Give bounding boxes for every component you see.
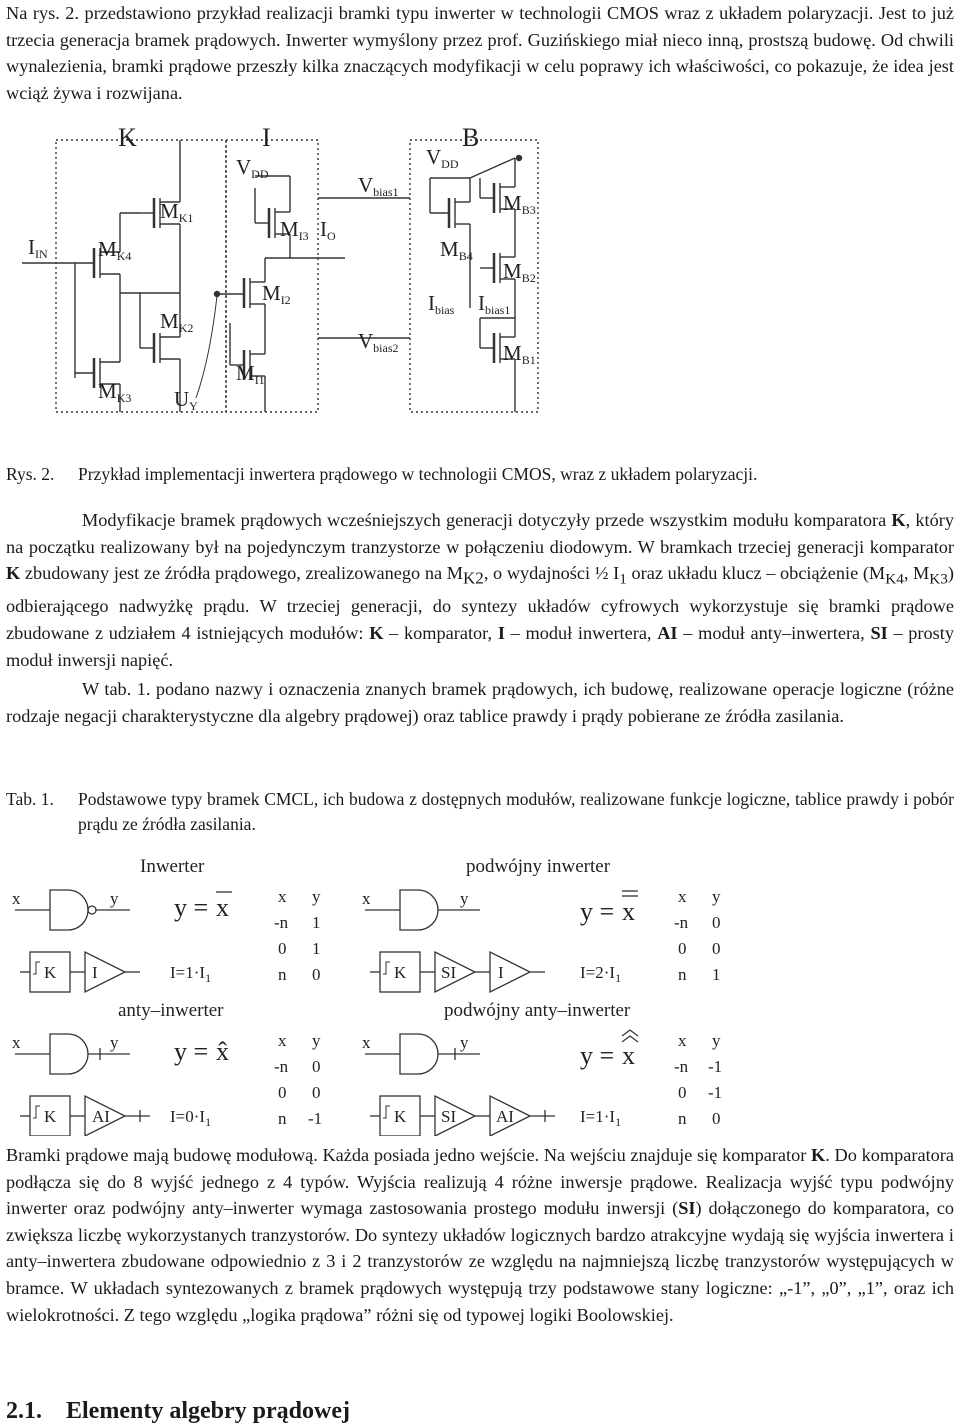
- gate-table: [0, 846, 960, 1136]
- svg-text:y: y: [712, 1031, 721, 1050]
- svg-text:-1: -1: [708, 1083, 723, 1102]
- transistor-mb4: [430, 178, 470, 278]
- inverter-cell: [12, 856, 321, 992]
- svg-text:0: 0: [312, 1083, 321, 1102]
- inverter-x-label: x: [12, 889, 21, 908]
- svg-text:0: 0: [312, 965, 321, 984]
- anti-inverter-mod-ai: AI: [92, 1107, 110, 1126]
- svg-text:1: 1: [712, 965, 721, 984]
- svg-text:x: x: [278, 887, 287, 906]
- anti-inverter-x-label: x: [12, 1033, 21, 1052]
- double-anti-inverter-mod-k: K: [394, 1107, 407, 1126]
- svg-text:n: n: [278, 965, 287, 984]
- double-inverter-eq-lhs: y =: [580, 897, 615, 926]
- section-number: 2.1.: [6, 1398, 42, 1424]
- fig-caption-text: Przykład implementacji inwertera prądowego w technologii CMOS, wraz z układem polaryzacji.: [78, 464, 758, 484]
- inverter-mod-i: I: [92, 963, 98, 982]
- transistor-mk4: [22, 213, 140, 378]
- mk4-label: MK4: [98, 237, 132, 263]
- svg-text:0: 0: [712, 1109, 721, 1128]
- mk3-label: MK3: [98, 379, 132, 405]
- anti-inverter-cell: [12, 1000, 322, 1136]
- transistor-mi3: [255, 176, 345, 258]
- inverter-y-label: y: [110, 889, 119, 908]
- mi1-label: MI1: [236, 361, 265, 387]
- mb1-label: MB1: [503, 341, 536, 367]
- double-anti-inverter-mod-si: SI: [441, 1107, 457, 1126]
- ibias-label: Ibias: [428, 291, 455, 317]
- svg-text:y: y: [312, 887, 321, 906]
- svg-text:-n: -n: [674, 913, 689, 932]
- uy-label: UY: [174, 387, 198, 413]
- anti-inverter-mod-k: K: [44, 1107, 57, 1126]
- mb4-label: MB4: [440, 237, 473, 263]
- svg-text:n: n: [678, 1109, 687, 1128]
- iin-label: IIN: [28, 235, 48, 261]
- svg-text:1: 1: [312, 913, 321, 932]
- mk1-label: MK1: [160, 199, 194, 225]
- double-inverter-mod-i: I: [498, 963, 504, 982]
- paragraph-modular-gates: Bramki prądowe mają budowę modułową. Każda posiada jedno wejście. Na wejściu znajduje się komparator K. Do komparatora podłącza się do 8 wyjść jednego z 4 typów. Wyjścia realizują 4 różne inwersje prądowe. Realizacja wyjść typu podwójny inwerter oraz podwójny anty–inwerter wymaga zastosowania prostego modułu inwersji (SI) dołączonego do komparatora, co zwiększa liczbę wykorzystanych tranzystorów. Do syntezy układów logicznych bardzo atrakcyjne wydają się wyjścia inwertera i anty–inwertera zbudowane odpowiednio z 3 i 2 tranzystorów ze względu na najmniejszą liczbę tranzystorów występujących w bramce. W układach syntezowanych z bramek prądowych występują trzy podstawowe stany logiczne: „-1”, „0”, „1”, oraz ich wielokrotności. Z tego względu „logika prądowa” różni się od typowej logiki Boolowskiej.: [6, 1145, 955, 1325]
- paragraph-table-intro: W tab. 1. podano nazwy i oznaczenia znanych bramek prądowych, ich budowę, realizowane operacje logiczne (różne rodzaje negacji charakterystyczne dla algebry prądowej) oraz tablice prawdy i prądy pobierane ze źródła zasilania.: [6, 679, 954, 726]
- vdd-i-label: VDD: [236, 155, 269, 181]
- double-inverter-cell: [362, 856, 721, 992]
- anti-inverter-title: anty–inwerter: [118, 1000, 224, 1021]
- mi3-label: MI3: [280, 217, 309, 243]
- svg-text:-n: -n: [274, 913, 289, 932]
- block-b-label: B: [462, 123, 480, 152]
- io-label: IO: [320, 217, 336, 243]
- svg-text:n: n: [278, 1109, 287, 1128]
- block-i-label: I: [262, 123, 271, 152]
- svg-text:1: 1: [312, 939, 321, 958]
- svg-text:0: 0: [278, 939, 287, 958]
- section-title: Elementy algebry prądowej: [66, 1398, 350, 1424]
- inverter-eq-lhs: y =: [174, 893, 209, 922]
- double-anti-inverter-current: $I=1\cdot I_1$: [580, 1107, 622, 1129]
- tab-caption-label: Tab. 1.: [6, 789, 54, 809]
- svg-text:0: 0: [312, 1057, 321, 1076]
- mk2-label: MK2: [160, 309, 194, 335]
- anti-inverter-y-label: y: [110, 1033, 119, 1052]
- svg-text:0: 0: [712, 913, 721, 932]
- mb2-label: MB2: [503, 259, 536, 285]
- mi2-label: MI2: [262, 281, 291, 307]
- double-inverter-x-label: x: [362, 889, 371, 908]
- double-inverter-current: $I=2\cdot I_1$: [580, 963, 622, 985]
- block-k-outline: [56, 140, 226, 412]
- anti-inverter-current: $I=0\cdot I_1$: [170, 1107, 212, 1129]
- vdd-b-label: VDD: [426, 145, 459, 171]
- double-anti-inverter-cell: [362, 1000, 722, 1136]
- double-inverter-mod-si: SI: [441, 963, 457, 982]
- inverter-current: $I=1\cdot I_1$: [170, 963, 212, 985]
- double-inverter-eq-rhs: x: [622, 897, 635, 926]
- block-k-label: K: [118, 123, 137, 152]
- inverter-mod-k: K: [44, 963, 57, 982]
- double-anti-inverter-eq-lhs: y =: [580, 1041, 615, 1070]
- double-anti-inverter-x-label: x: [362, 1033, 371, 1052]
- anti-inverter-eq-lhs: y =: [174, 1037, 209, 1066]
- double-anti-inverter-mod-ai: AI: [496, 1107, 514, 1126]
- vbias1-label: Vbias1: [358, 173, 399, 199]
- tab-caption-text: Podstawowe typy bramek CMCL, ich budowa z dostępnych modułów, realizowane funkcje logiczne, tablice prawdy i pobór prądu ze źródła zasilania.: [78, 789, 954, 834]
- svg-text:0: 0: [278, 1083, 287, 1102]
- paragraph-modifications: Modyfikacje bramek prądowych wcześniejszych generacji dotyczyły przede wszystkim modułu komparatora K, który na początku realizowany był na pojedynczym tranzystorze w połączeniu diodowym. W bramkach trzeciej generacji komparator K zbudowany jest ze źródła prądowego, zrealizowanego na $M_{K2}$, o wydajności ½ $I_1$ oraz układu klucz – obciążenie ($M_{K4}$, $M_{K3}$) odbierającego nadwyżkę prądu. W trzeciej generacji, do syntezy układów cyfrowych wykorzystuje się bramki prądowe zbudowane z udziałem 4 istniejących modułów: K – komparator, I – moduł inwertera, AI – moduł anty–inwertera, SI – prosty moduł inwersji napięć.: [6, 510, 955, 670]
- svg-text:-n: -n: [674, 1057, 689, 1076]
- cmos-inverter-circuit: [0, 118, 960, 418]
- svg-text:x: x: [278, 1031, 287, 1050]
- svg-text:x: x: [678, 1031, 687, 1050]
- inverter-gate-icon: [50, 890, 88, 930]
- svg-text:n: n: [678, 965, 687, 984]
- fig-caption-label: Rys. 2.: [6, 464, 55, 484]
- svg-text:0: 0: [678, 1083, 687, 1102]
- ibias1-label: Ibias1: [478, 291, 511, 317]
- double-anti-inverter-y-label: y: [460, 1033, 469, 1052]
- section-heading: [6, 1398, 350, 1425]
- svg-text:-1: -1: [708, 1057, 723, 1076]
- double-anti-inverter-title: podwójny anty–inwerter: [444, 1000, 631, 1021]
- vbias2-label: Vbias2: [358, 329, 399, 355]
- anti-inverter-gate-icon: [50, 1034, 88, 1074]
- svg-text:x: x: [678, 887, 687, 906]
- double-inverter-y-label: y: [460, 889, 469, 908]
- double-anti-inverter-gate-icon: [400, 1034, 438, 1074]
- mb3-label: MB3: [503, 191, 536, 217]
- double-inverter-title: podwójny inwerter: [466, 856, 611, 877]
- inverter-title: Inwerter: [140, 856, 205, 877]
- svg-text:0: 0: [678, 939, 687, 958]
- transistor-mb1: [480, 318, 515, 412]
- double-inverter-mod-k: K: [394, 963, 407, 982]
- anti-inverter-eq-rhs: x̂: [216, 1037, 229, 1066]
- svg-text:-n: -n: [274, 1057, 289, 1076]
- svg-text:-1: -1: [308, 1109, 323, 1128]
- intro-paragraph: Na rys. 2. przedstawiono przykład realizacji bramki typu inwerter w technologii CMOS wraz z układem polaryzacji. Jest to już trzecia generacja bramek prądowych. Inwerter wymyślony przez prof. Guzińskiego miał nieco inną, prostszą budowę. Od chwili wynalezienia, bramki prądowe przeszły kilka znaczących modyfikacji w celu poprawy ich właściwości, co pokazuje, że idea jest wciąż żywa i rozwijana.: [6, 3, 954, 103]
- double-inverter-gate-icon: [400, 890, 438, 930]
- svg-text:y: y: [312, 1031, 321, 1050]
- svg-text:y: y: [712, 887, 721, 906]
- inverter-eq-rhs: x: [216, 893, 229, 922]
- double-anti-inverter-eq-rhs: x: [622, 1041, 635, 1070]
- svg-text:0: 0: [712, 939, 721, 958]
